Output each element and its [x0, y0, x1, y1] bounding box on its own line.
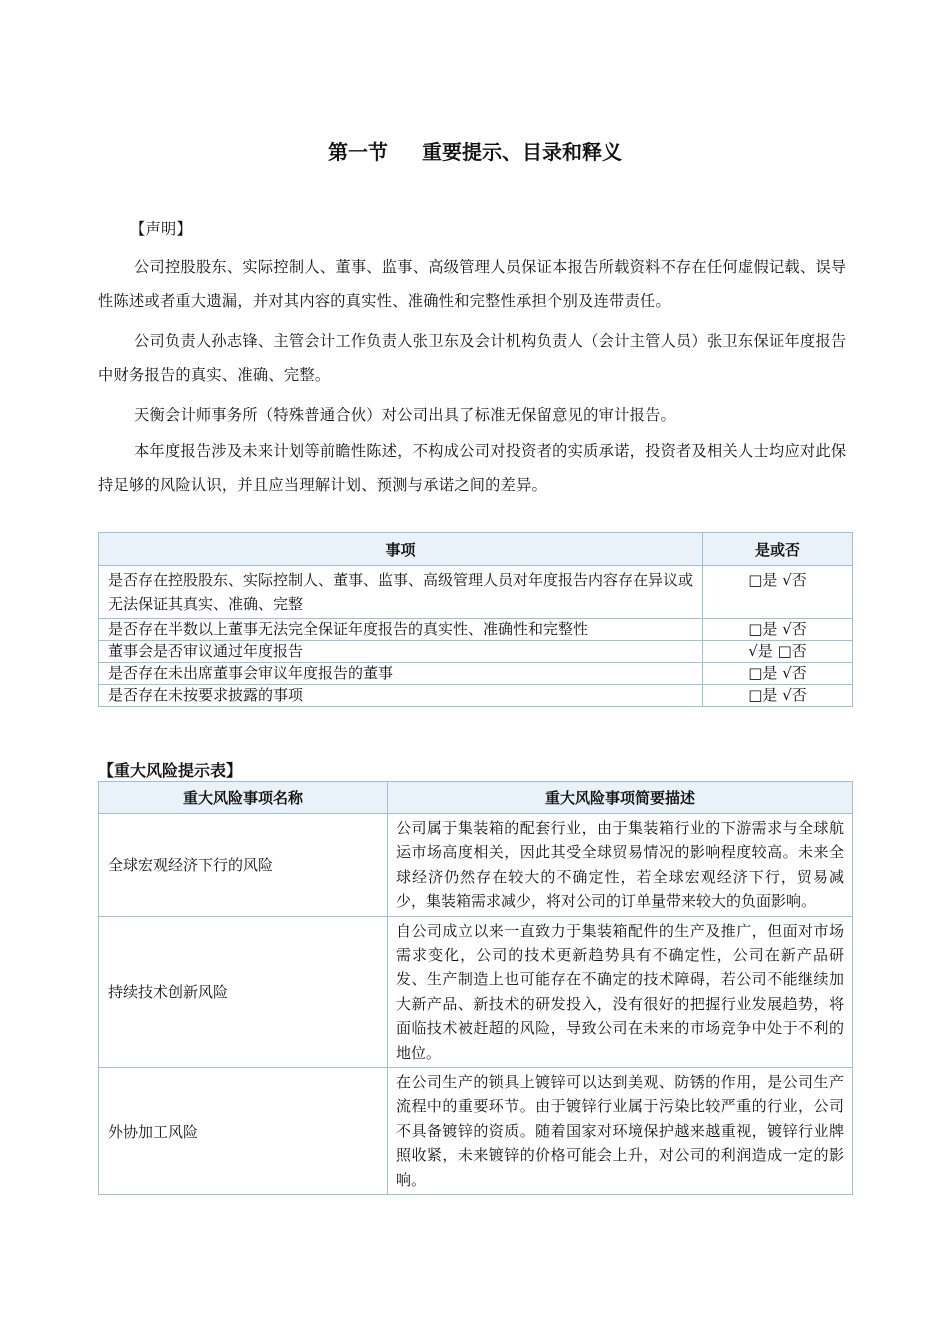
- column-header-item: 事项: [99, 533, 703, 566]
- risk-description: 自公司成立以来一直致力于集装箱配件的生产及推广，但面对市场需求变化，公司的技术更新趋势具有不确定性，公司在新产品研发、生产制造上也可能存在不确定的技术障碍，若公司不能继续加大新产品、新技术的研发投入，没有很好的把握行业发展趋势，将面临技术被赶超的风险，导致公司在未来的市场竞争中处于不利的地位。: [388, 916, 853, 1067]
- column-header-answer: 是或否: [703, 533, 853, 566]
- risk-name: 全球宏观经济下行的风险: [99, 814, 388, 917]
- declaration-paragraph: 公司负责人孙志锋、主管会计工作负责人张卫东及会计机构负责人（会计主管人员）张卫东保证年度报告中财务报告的真实、准确、完整。: [98, 332, 847, 384]
- matter-item: 是否存在未按要求披露的事项: [99, 685, 703, 707]
- matter-answer: □是 √否: [703, 566, 853, 619]
- matters-table: [98, 532, 853, 707]
- table-row: [99, 663, 853, 685]
- matter-answer: □是 √否: [703, 619, 853, 641]
- risk-table-heading: 【重大风险提示表】: [98, 761, 243, 780]
- declaration-paragraph: 天衡会计师事务所（特殊普通合伙）对公司出具了标准无保留意见的审计报告。: [134, 406, 677, 424]
- table-header-row: [99, 782, 853, 814]
- table-row: [99, 641, 853, 663]
- table-row: [99, 1068, 853, 1195]
- risk-description: 在公司生产的锁具上镀锌可以达到美观、防锈的作用，是公司生产流程中的重要环节。由于镀锌行业属于污染比较严重的行业，公司不具备镀锌的资质。随着国家对环境保护越来越重视，镀锌行业牌照收紧，未来镀锌的价格可能会上升，对公司的利润造成一定的影响。: [388, 1068, 853, 1195]
- table-row: [99, 685, 853, 707]
- table-row: [99, 814, 853, 917]
- declaration-paragraph: 本年度报告涉及未来计划等前瞻性陈述，不构成公司对投资者的实质承诺，投资者及相关人士均应对此保持足够的风险认识，并且应当理解计划、预测与承诺之间的差异。: [98, 442, 847, 494]
- matter-item: 是否存在半数以上董事无法完全保证年度报告的真实性、准确性和完整性: [99, 619, 703, 641]
- matter-answer: □是 √否: [703, 685, 853, 707]
- column-header-risk-description: 重大风险事项简要描述: [388, 782, 853, 814]
- declaration-label: 【声明】: [130, 220, 192, 238]
- matter-item: 董事会是否审议通过年度报告: [99, 641, 703, 663]
- section-title-text: 重要提示、目录和释义: [422, 140, 622, 164]
- risk-table: [98, 781, 853, 1195]
- risk-description: 公司属于集装箱的配套行业，由于集装箱行业的下游需求与全球航运市场高度相关，因此其受全球贸易情况的影响程度较高。未来全球经济仍然存在较大的不确定性，若全球宏观经济下行，贸易减少，集装箱需求减少，将对公司的订单量带来较大的负面影响。: [388, 814, 853, 917]
- declaration-paragraph: 公司控股股东、实际控制人、董事、监事、高级管理人员保证本报告所载资料不存在任何虚假记载、误导性陈述或者重大遗漏，并对其内容的真实性、准确性和完整性承担个别及连带责任。: [98, 258, 847, 310]
- column-header-risk-name: 重大风险事项名称: [99, 782, 388, 814]
- table-row: [99, 916, 853, 1067]
- matter-item: 是否存在未出席董事会审议年度报告的董事: [99, 663, 703, 685]
- matter-item: 是否存在控股股东、实际控制人、董事、监事、高级管理人员对年度报告内容存在异议或无法保证其真实、准确、完整: [99, 566, 703, 619]
- section-number: 第一节: [328, 140, 388, 164]
- risk-name: 持续技术创新风险: [99, 916, 388, 1067]
- table-row: [99, 566, 853, 619]
- table-header-row: [99, 533, 853, 566]
- table-row: [99, 619, 853, 641]
- section-title: [0, 136, 950, 165]
- matter-answer: □是 √否: [703, 663, 853, 685]
- matter-answer: √是 □否: [703, 641, 853, 663]
- risk-name: 外协加工风险: [99, 1068, 388, 1195]
